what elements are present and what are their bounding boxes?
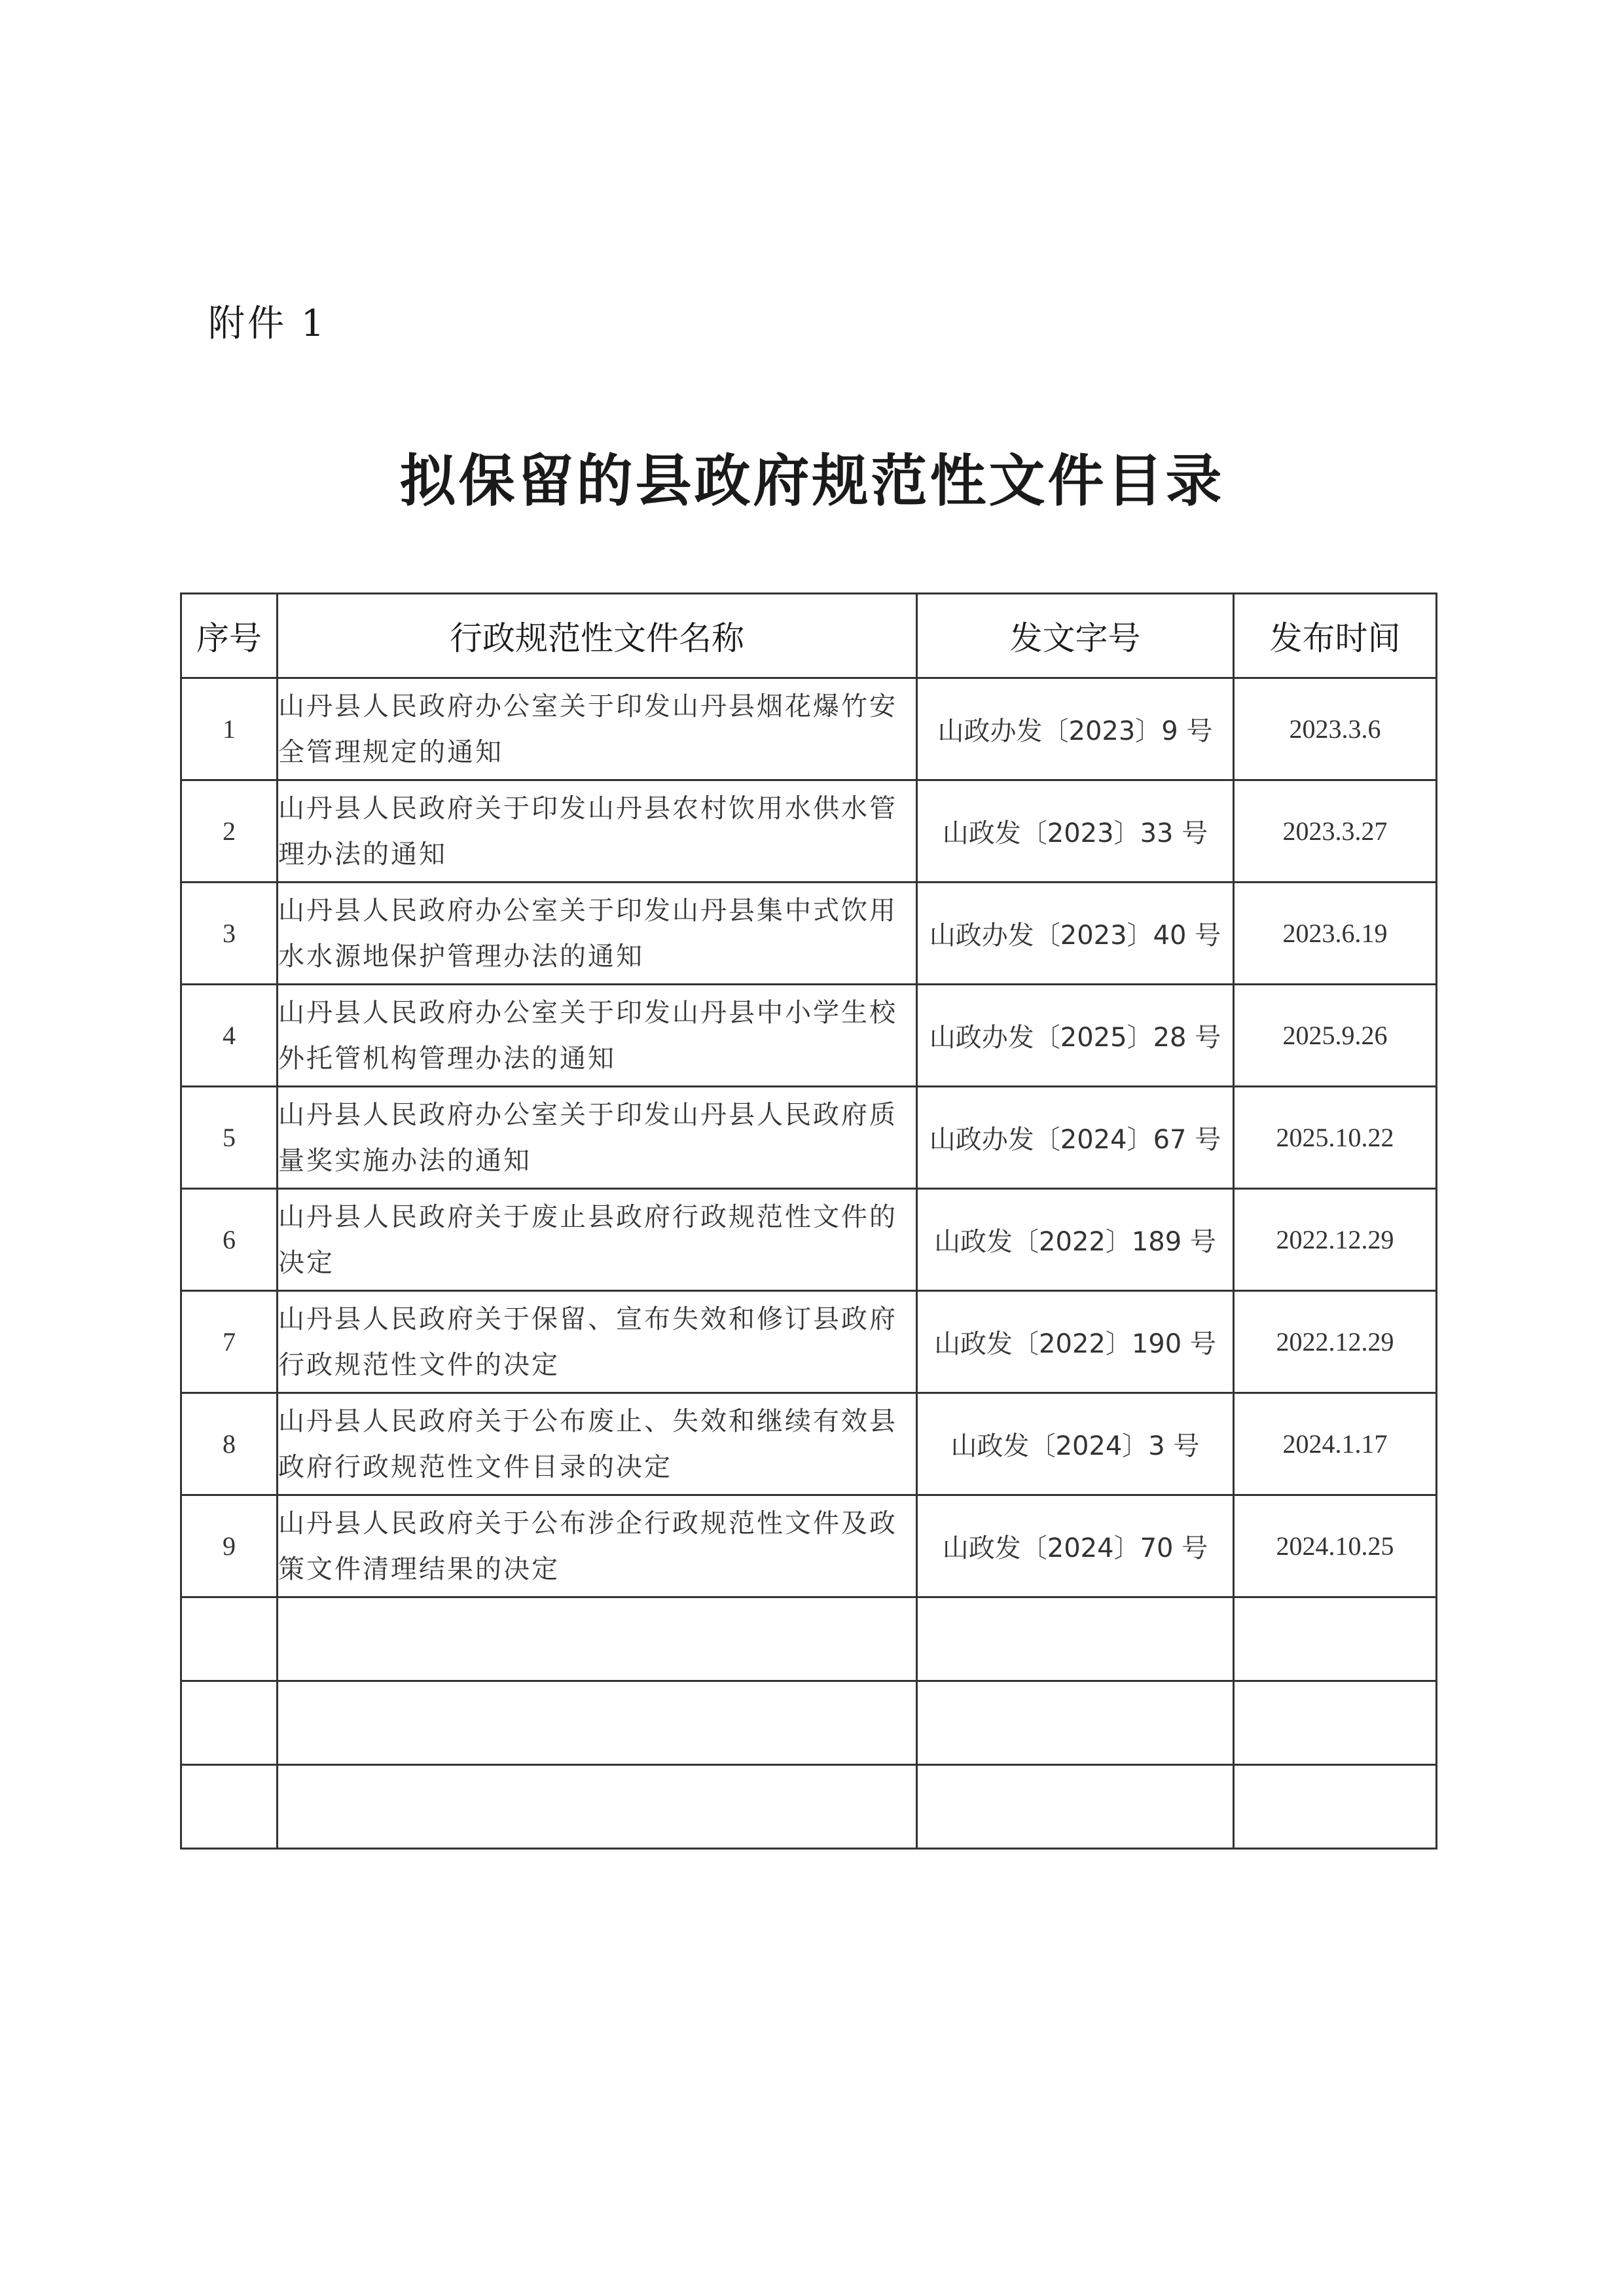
publish-date: 2022.12.29 — [1234, 1291, 1437, 1393]
row-number: 9 — [181, 1495, 278, 1597]
publish-date: 2025.10.22 — [1234, 1087, 1437, 1189]
table-row — [181, 1495, 1437, 1597]
empty-cell — [181, 1765, 278, 1849]
publish-date: 2023.6.19 — [1234, 883, 1437, 985]
document-code: 山政办发〔2023〕9 号 — [917, 678, 1234, 780]
row-number: 1 — [181, 678, 278, 780]
empty-cell — [1234, 1597, 1437, 1681]
publish-date: 2025.9.26 — [1234, 985, 1437, 1087]
table-row — [181, 1291, 1437, 1393]
empty-cell — [917, 1597, 1234, 1681]
table-row — [181, 1189, 1437, 1291]
document-name: 山丹县人民政府关于保留、宣布失效和修订县政府行政规范性文件的决定 — [278, 1291, 917, 1393]
document-code: 山政办发〔2024〕67 号 — [917, 1087, 1234, 1189]
row-number: 6 — [181, 1189, 278, 1291]
publish-date: 2023.3.6 — [1234, 678, 1437, 780]
empty-table-row — [181, 1597, 1437, 1681]
document-name: 山丹县人民政府关于公布废止、失效和继续有效县政府行政规范性文件目录的决定 — [278, 1393, 917, 1495]
document-code: 山政发〔2022〕190 号 — [917, 1291, 1234, 1393]
page-title: 拟保留的县政府规范性文件目录 — [399, 448, 1225, 514]
row-number: 7 — [181, 1291, 278, 1393]
row-number: 5 — [181, 1087, 278, 1189]
publish-date: 2024.10.25 — [1234, 1495, 1437, 1597]
empty-cell — [278, 1681, 917, 1765]
document-table — [180, 592, 1437, 1850]
document-code: 山政发〔2024〕70 号 — [917, 1495, 1234, 1597]
empty-cell — [917, 1765, 1234, 1849]
table-row — [181, 780, 1437, 883]
document-code: 山政办发〔2025〕28 号 — [917, 985, 1234, 1087]
document-name: 山丹县人民政府办公室关于印发山丹县人民政府质量奖实施办法的通知 — [278, 1087, 917, 1189]
document-name: 山丹县人民政府办公室关于印发山丹县烟花爆竹安全管理规定的通知 — [278, 678, 917, 780]
document-code: 山政发〔2024〕3 号 — [917, 1393, 1234, 1495]
row-number: 8 — [181, 1393, 278, 1495]
empty-cell — [1234, 1765, 1437, 1849]
empty-cell — [1234, 1681, 1437, 1765]
empty-cell — [181, 1681, 278, 1765]
empty-table-row — [181, 1681, 1437, 1765]
publish-date: 2024.1.17 — [1234, 1393, 1437, 1495]
header-name: 行政规范性文件名称 — [278, 594, 917, 678]
empty-cell — [278, 1765, 917, 1849]
row-number: 2 — [181, 780, 278, 883]
table-row — [181, 985, 1437, 1087]
document-name: 山丹县人民政府关于公布涉企行政规范性文件及政策文件清理结果的决定 — [278, 1495, 917, 1597]
table-row — [181, 883, 1437, 985]
table-row — [181, 1393, 1437, 1495]
header-date: 发布时间 — [1234, 594, 1437, 678]
row-number: 3 — [181, 883, 278, 985]
table-row — [181, 1087, 1437, 1189]
document-code: 山政发〔2022〕189 号 — [917, 1189, 1234, 1291]
attachment-label: 附件 1 — [208, 302, 327, 345]
publish-date: 2023.3.27 — [1234, 780, 1437, 883]
row-number: 4 — [181, 985, 278, 1087]
table-row — [181, 678, 1437, 780]
document-name: 山丹县人民政府办公室关于印发山丹县中小学生校外托管机构管理办法的通知 — [278, 985, 917, 1087]
document-name: 山丹县人民政府关于印发山丹县农村饮用水供水管理办法的通知 — [278, 780, 917, 883]
empty-table-row — [181, 1765, 1437, 1849]
table-header-row — [181, 594, 1437, 678]
document-name: 山丹县人民政府办公室关于印发山丹县集中式饮用水水源地保护管理办法的通知 — [278, 883, 917, 985]
publish-date: 2022.12.29 — [1234, 1189, 1437, 1291]
header-no: 序号 — [181, 594, 278, 678]
document-name: 山丹县人民政府关于废止县政府行政规范性文件的决定 — [278, 1189, 917, 1291]
empty-cell — [917, 1681, 1234, 1765]
document-code: 山政办发〔2023〕40 号 — [917, 883, 1234, 985]
empty-cell — [181, 1597, 278, 1681]
empty-cell — [278, 1597, 917, 1681]
document-code: 山政发〔2023〕33 号 — [917, 780, 1234, 883]
header-code: 发文字号 — [917, 594, 1234, 678]
